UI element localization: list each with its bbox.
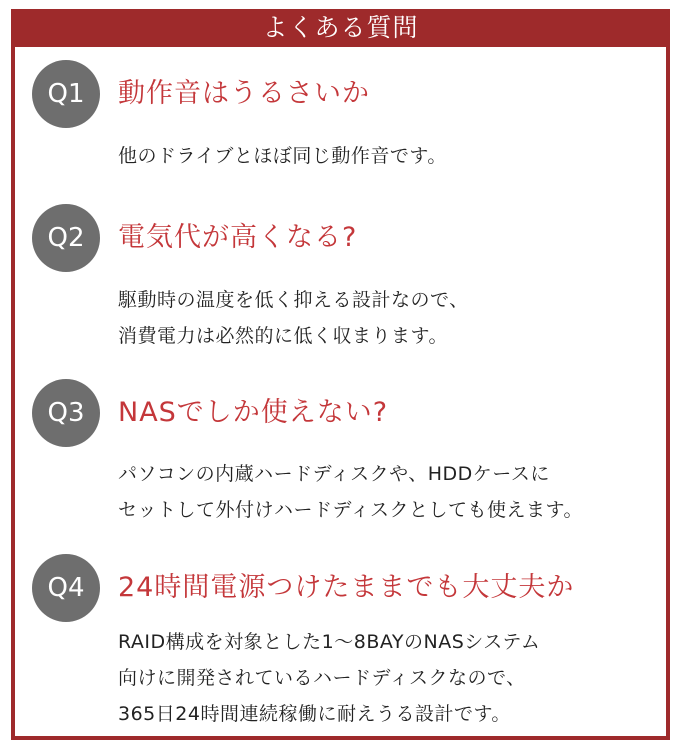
q1-question: 動作音はうるさいか (118, 78, 370, 109)
q1-badge: Q1 (32, 60, 100, 128)
q3-badge: Q3 (32, 379, 100, 447)
q1-answer-line-1: 他のドライブとほぼ同じ動作音です。 (118, 145, 447, 167)
q3-question: NASでしか使えない? (118, 397, 389, 428)
q4-answer-line-3: 365日24時間連続稼働に耐えうる設計です。 (118, 703, 511, 725)
q4-answer-line-2: 向けに開発されているハードディスクなので、 (118, 667, 526, 689)
q2-question: 電気代が高くなる? (118, 222, 358, 253)
q2-answer-line-1: 駆動時の温度を低く抑える設計なので、 (118, 289, 469, 311)
q3-answer-line-1: パソコンの内蔵ハードディスクや、HDDケースに (118, 463, 550, 485)
q3-answer-line-2: セットして外付けハードディスクとしても使えます。 (118, 499, 583, 521)
q2-badge: Q2 (32, 204, 100, 272)
faq-header: よくある質問 (15, 9, 666, 47)
q2-answer-line-2: 消費電力は必然的に低く収まります。 (118, 325, 448, 347)
q4-badge: Q4 (32, 554, 100, 622)
q4-answer-line-1: RAID構成を対象とした1〜8BAYのNASシステム (118, 631, 541, 653)
q4-question: 24時間電源つけたままでも大丈夫か (118, 572, 575, 603)
faq-frame (11, 9, 670, 740)
